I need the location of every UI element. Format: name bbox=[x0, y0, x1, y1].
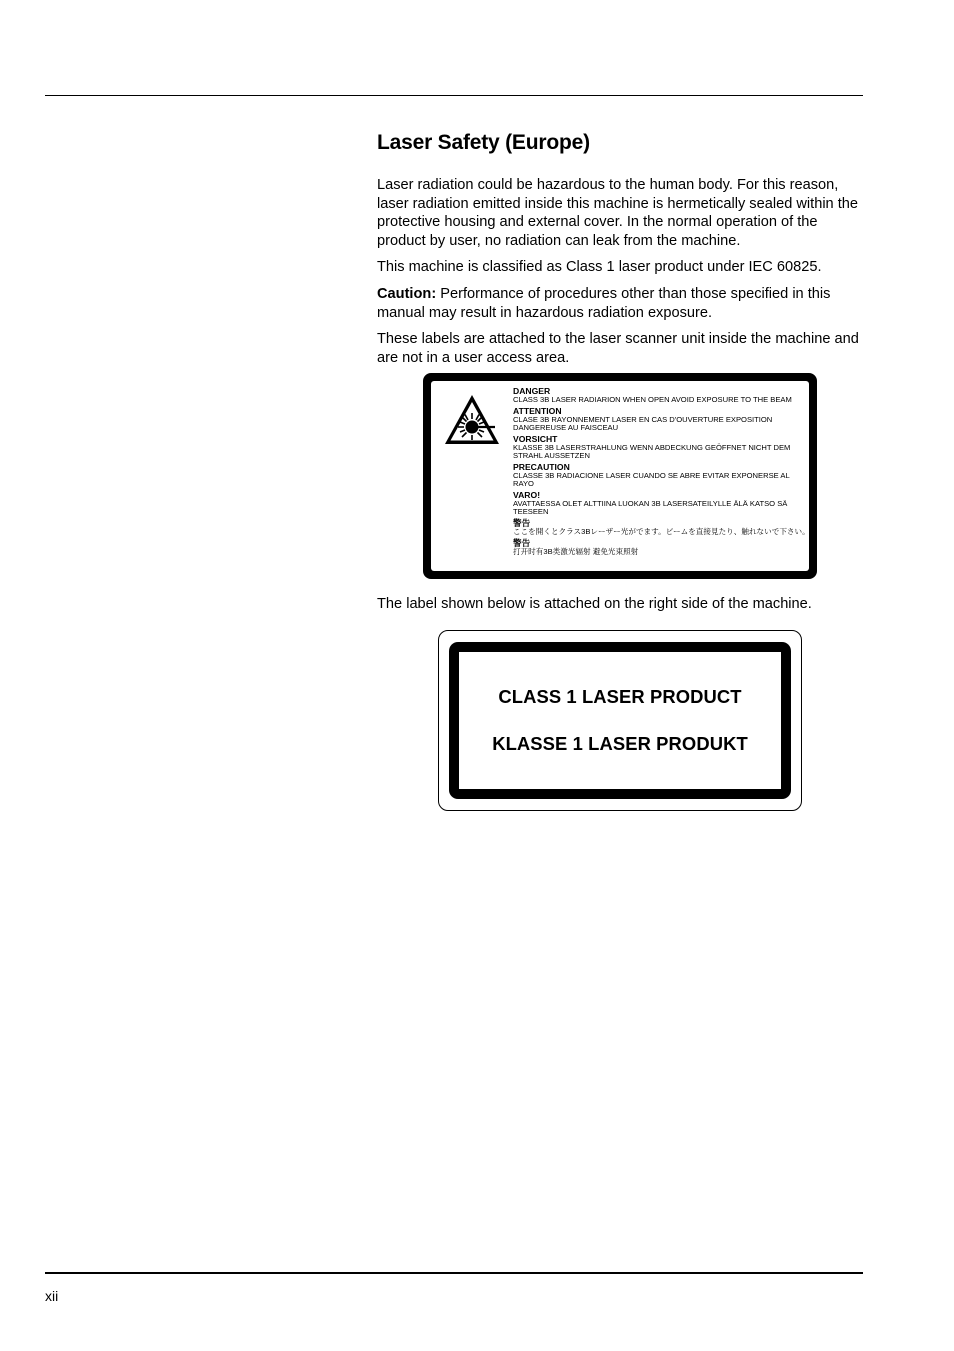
page-number: xii bbox=[45, 1288, 59, 1304]
danger-heading: DANGER bbox=[513, 386, 551, 396]
japanese-warning-text: ここを開くとクラス3Bレーザー光がでます。ビームを直接見たり、触れないで下さい。 bbox=[513, 526, 810, 536]
japanese-warning-heading: 警告 bbox=[513, 517, 531, 528]
class-1-german: KLASSE 1 LASER PRODUKT bbox=[492, 733, 748, 754]
class-1-label-body bbox=[459, 652, 781, 789]
page-title: Laser Safety (Europe) bbox=[377, 131, 590, 154]
attention-heading: ATTENTION bbox=[513, 405, 562, 416]
class-1-label bbox=[438, 630, 802, 811]
vorsicht-heading: VORSICHT bbox=[513, 433, 558, 444]
laser-warning-triangle-icon bbox=[443, 393, 501, 447]
danger-label-body bbox=[431, 381, 809, 571]
vorsicht-text: KLASSE 3B LASERSTRAHLUNG WENN ABDECKUNG GEÖFFNET NICHT DEM STRAHL AUSSETZEN bbox=[513, 442, 791, 460]
intro-paragraph: Laser radiation could be hazardous to the human body. For this reason, laser radiation emitted inside this machine is hermetically sealed within the protective housing and external cover. In the normal operation of the product by user, no radiation can leak from the machine. bbox=[377, 177, 859, 249]
classification-paragraph: This machine is classified as Class 1 laser product under IEC 60825. bbox=[377, 259, 822, 276]
precaution-heading: PRECAUTION bbox=[513, 461, 570, 472]
caution-label: Caution: bbox=[377, 285, 437, 302]
varo-text: AVATTAESSA OLET ALTTIINA LUOKAN 3B LASERSATEILYLLE ÄLÄ KATSO SÄ TEESEEN bbox=[513, 498, 788, 516]
right-side-label-paragraph: The label shown below is attached on the right side of the machine. bbox=[377, 596, 812, 612]
danger-label-text bbox=[513, 387, 811, 556]
attention-text: CLASE 3B RAYONNEMENT LASER EN CAS D'OUVERTURE EXPOSITION DANGEREUSE AU FAISCEAU bbox=[513, 414, 773, 432]
caution-text: Performance of procedures other than those specified in this manual may result in hazardous radiation exposure. bbox=[377, 285, 831, 321]
danger-label bbox=[423, 373, 817, 579]
chinese-warning-heading: 警告 bbox=[513, 537, 531, 548]
labels-paragraph: These labels are attached to the laser scanner unit inside the machine and are not in a user access area. bbox=[377, 331, 859, 366]
caution-paragraph bbox=[377, 285, 863, 322]
danger-text: CLASS 3B LASER RADIARION WHEN OPEN AVOID EXPOSURE TO THE BEAM bbox=[513, 395, 792, 404]
chinese-warning-text: 打开时有3B类激光辐射 避免光束照射 bbox=[513, 546, 639, 556]
varo-heading: VARO! bbox=[513, 489, 541, 500]
header-rule bbox=[45, 95, 863, 96]
class-1-english: CLASS 1 LASER PRODUCT bbox=[498, 686, 742, 707]
footer-rule bbox=[45, 1272, 863, 1274]
main-content bbox=[377, 128, 863, 375]
class-1-label-border bbox=[449, 642, 791, 799]
precaution-text: CLASSE 3B RADIACIONE LASER CUANDO SE ABRE EVITAR EXPONERSE AL RAYO bbox=[513, 470, 790, 488]
